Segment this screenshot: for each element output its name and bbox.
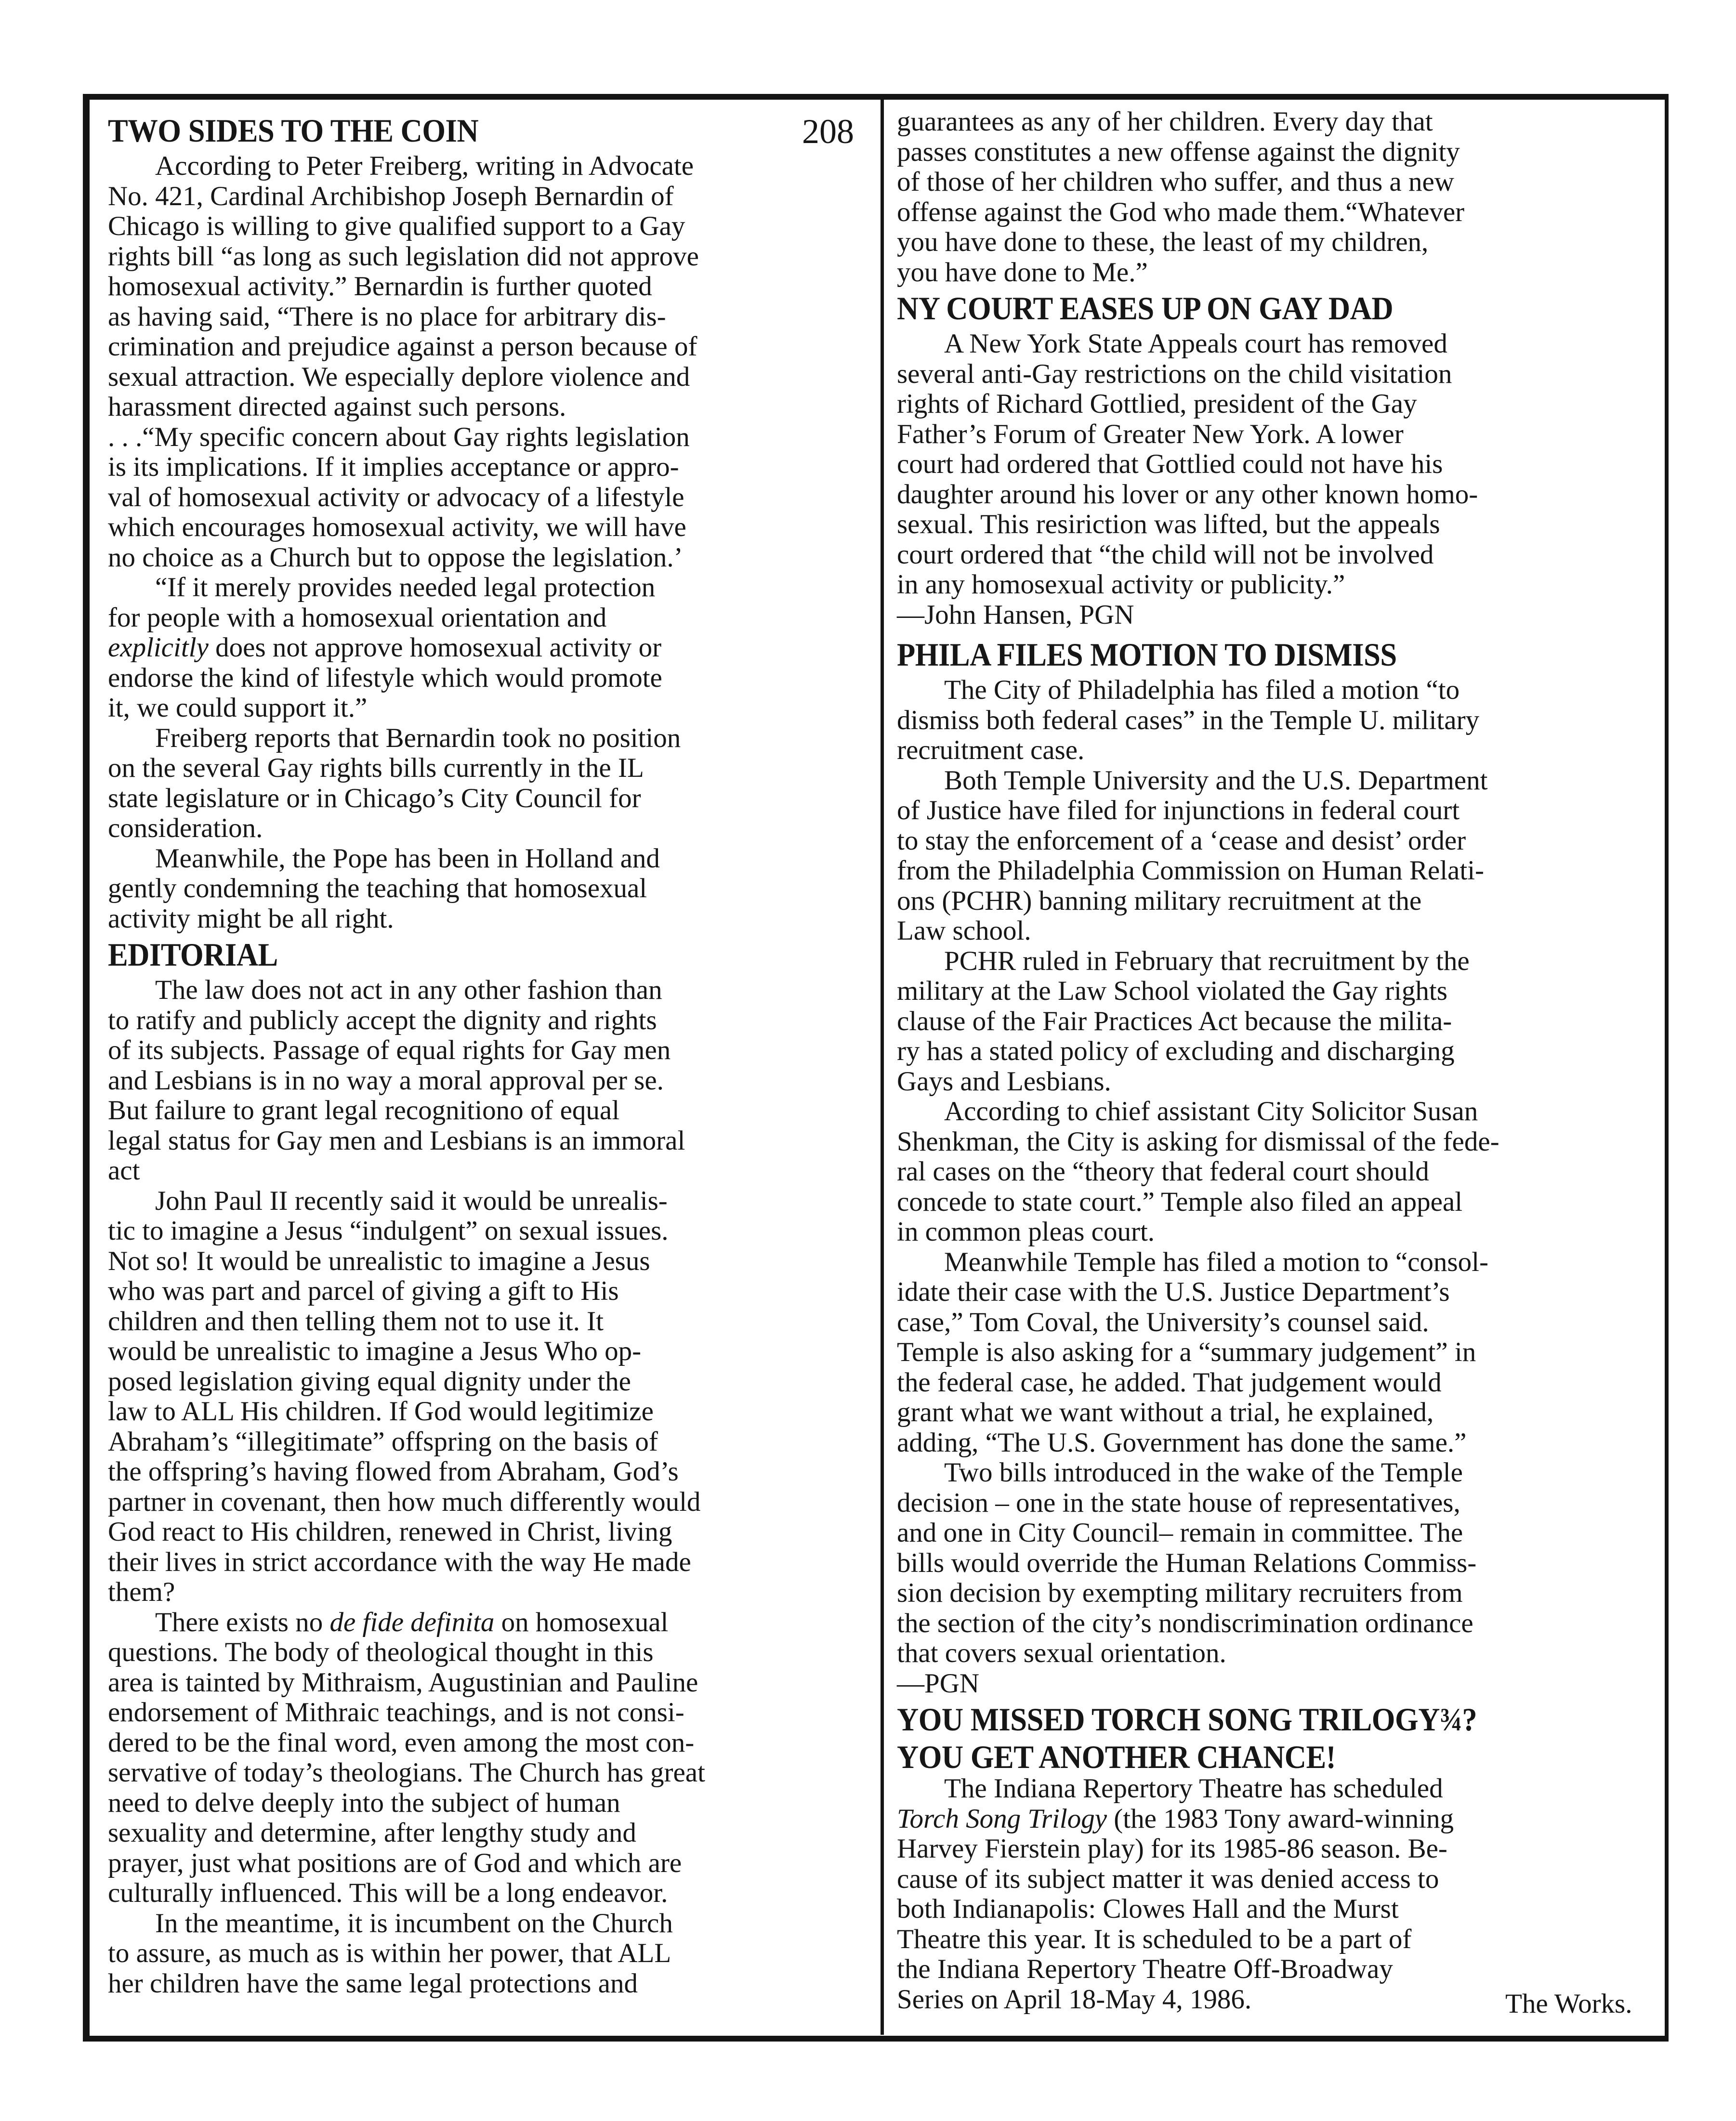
left-column — [108, 110, 869, 1999]
text-span: does not approve homosexual activity or — [208, 632, 662, 663]
text-line: . . .“My specific concern about Gay rights legislation — [108, 421, 690, 452]
text-line: the Indiana Repertory Theatre Off-Broadway — [897, 1954, 1393, 1984]
text-line: offense against the God who made them.“Whatever — [897, 196, 1465, 227]
text-line: —John Hansen, PGN — [897, 599, 1134, 630]
text-line: recruitment case. — [897, 735, 1085, 765]
article-paragraph — [897, 107, 1656, 288]
article-paragraph — [108, 1186, 869, 1608]
text-line: which encourages homosexual activity, we will have — [108, 512, 686, 542]
text-line: in common pleas court. — [897, 1217, 1155, 1247]
text-line: for people with a homosexual orientation and — [108, 602, 607, 633]
article-heading: YOU MISSED TORCH SONG TRILOGY¾? — [897, 1701, 1477, 1738]
text-line: her children have the same legal protections and — [108, 1968, 638, 1999]
article-paragraph — [108, 975, 869, 1186]
text-line: The City of Philadelphia has filed a motion “to — [944, 675, 1460, 705]
article-paragraph — [897, 1458, 1656, 1699]
text-line: val of homosexual activity or advocacy of a lifestyle — [108, 482, 684, 512]
text-line: case,” Tom Coval, the University’s counsel said. — [897, 1307, 1429, 1337]
text-line: harassment directed against such persons. — [108, 392, 566, 422]
text-line: A New York State Appeals court has removed — [944, 328, 1447, 359]
text-line: John Paul II recently said it would be unrealis- — [155, 1185, 668, 1216]
text-line: is its implications. If it implies acceptance or appro- — [108, 452, 679, 482]
text-line: it, we could support it.” — [108, 693, 368, 723]
text-line: gently condemning the teaching that homosexual — [108, 873, 647, 903]
text-line: Theatre this year. It is scheduled to be a part of — [897, 1924, 1412, 1954]
text-line: to assure, as much as is within her power, that ALL — [108, 1938, 671, 1968]
text-line: crimination and prejudice against a person because of — [108, 331, 697, 362]
column-divider — [881, 96, 884, 2035]
article-paragraph — [108, 151, 869, 573]
text-line: of Justice have filed for injunctions in federal court — [897, 795, 1460, 825]
text-line: in any homosexual activity or publicity.” — [897, 569, 1345, 600]
text-line: Gays and Lesbians. — [897, 1066, 1111, 1097]
text-line: Freiberg reports that Bernardin took no position — [155, 722, 681, 753]
text-line: and one in City Council– remain in committee. The — [897, 1518, 1463, 1548]
text-line: sexual. This resiriction was lifted, but the appeals — [897, 509, 1440, 539]
article-heading: PHILA FILES MOTION TO DISMISS — [897, 636, 1397, 673]
italic-text: explicitly — [108, 632, 209, 663]
text-line: Abraham’s “illegitimate” offspring on the basis of — [108, 1426, 658, 1457]
text-line: God react to His children, renewed in Christ, living — [108, 1517, 672, 1547]
text-line: their lives in strict accordance with the way He made — [108, 1546, 691, 1577]
text-line: PCHR ruled in February that recruitment by the — [944, 945, 1470, 976]
text-line: of its subjects. Passage of equal rights for Gay men — [108, 1035, 671, 1065]
text-line: adding, “The U.S. Government has done the same.” — [897, 1427, 1467, 1458]
italic-text: de fide definita — [329, 1607, 495, 1637]
text-line: court had ordered that Gottlied could not have his — [897, 449, 1443, 479]
text-line: —PGN — [897, 1668, 980, 1699]
text-span: on homosexual — [494, 1607, 669, 1637]
article-paragraph — [897, 1097, 1656, 1247]
text-line: homosexual activity.” Bernardin is further quoted — [108, 271, 652, 301]
text-line: But failure to grant legal recognitiono of equal — [108, 1095, 620, 1126]
article-paragraph — [108, 723, 869, 844]
text-line: would be unrealistic to imagine a Jesus Who op- — [108, 1336, 642, 1366]
article-paragraph — [897, 1247, 1656, 1458]
text-line: the offspring’s having flowed from Abraham, God’s — [108, 1456, 679, 1487]
text-line: ral cases on the “theory that federal court should — [897, 1156, 1429, 1187]
text-line: “If it merely provides needed legal protection — [155, 572, 656, 602]
text-line: decision – one in the state house of representatives, — [897, 1487, 1460, 1518]
text-line: No. 421, Cardinal Archibishop Joseph Bernardin of — [108, 181, 674, 211]
article-heading: NY COURT EASES UP ON GAY DAD — [897, 290, 1394, 327]
text-line: you have done to Me.” — [897, 257, 1148, 288]
text-line: need to delve deeply into the subject of human — [108, 1787, 620, 1818]
text-line: endorse the kind of lifestyle which would promote — [108, 662, 662, 693]
text-line: guarantees as any of her children. Every day that — [897, 106, 1433, 137]
text-line: Series on April 18-May 4, 1986. — [897, 1984, 1252, 2015]
text-line: partner in covenant, then how much differently would — [108, 1486, 701, 1517]
text-line: Law school. — [897, 916, 1031, 946]
text-line: According to Peter Freiberg, writing in Advocate — [155, 151, 694, 181]
text-line — [108, 1608, 869, 1638]
text-line: consideration. — [108, 813, 263, 843]
text-line: state legislature or in Chicago’s City Council for — [108, 783, 641, 813]
text-line: clause of the Fair Practices Act because the milita- — [897, 1006, 1452, 1036]
text-line: as having said, “There is no place for arbitrary dis- — [108, 301, 666, 332]
text-line: Temple is also asking for a “summary judgement” in — [897, 1337, 1476, 1367]
text-line: both Indianapolis: Clowes Hall and the Murst — [897, 1894, 1399, 1924]
text-line: that covers sexual orientation. — [897, 1638, 1226, 1668]
text-line: you have done to these, the least of my children, — [897, 227, 1429, 257]
article-heading: TWO SIDES TO THE COIN — [108, 112, 479, 149]
text-line: from the Philadelphia Commission on Human Relati- — [897, 855, 1485, 886]
text-line: the federal case, he added. That judgement would — [897, 1367, 1442, 1398]
text-line: no choice as a Church but to oppose the legislation.’ — [108, 542, 683, 573]
text-line: to stay the enforcement of a ‘cease and desist’ order — [897, 825, 1466, 856]
text-line: legal status for Gay men and Lesbians is an immoral — [108, 1125, 685, 1156]
text-line: In the meantime, it is incumbent on the Church — [155, 1908, 673, 1938]
text-line: and Lesbians is in no way a moral approval per se. — [108, 1065, 664, 1096]
text-span: (the 1983 Tony award-winning — [1107, 1803, 1454, 1834]
text-line: sion decision by exempting military recruiters from — [897, 1578, 1463, 1608]
text-line: daughter around his lover or any other known homo- — [897, 479, 1478, 510]
text-line: children and then telling them not to use it. It — [108, 1306, 604, 1336]
article-paragraph — [108, 573, 869, 723]
right-column — [897, 107, 1656, 2015]
text-line: endorsement of Mithraic teachings, and is not consi- — [108, 1697, 684, 1728]
text-line: According to chief assistant City Solicitor Susan — [944, 1096, 1478, 1126]
text-line: Two bills introduced in the wake of the Temple — [944, 1457, 1463, 1488]
text-line: Shenkman, the City is asking for dismissal of the fede- — [897, 1126, 1499, 1157]
text-line: Father’s Forum of Greater New York. A lower — [897, 419, 1404, 449]
text-line: sexuality and determine, after lengthy study and — [108, 1818, 636, 1848]
text-line: prayer, just what positions are of God and which are — [108, 1847, 682, 1878]
text-line: culturally influenced. This will be a long endeavor. — [108, 1878, 668, 1908]
text-line: Harvey Fierstein play) for its 1985-86 season. Be- — [897, 1833, 1447, 1864]
text-line: the section of the city’s nondiscrimination ordinance — [897, 1608, 1473, 1638]
text-line: The Indiana Repertory Theatre has scheduled — [944, 1773, 1443, 1804]
article-paragraph — [897, 946, 1656, 1097]
page-number: 208 — [802, 112, 854, 151]
text-line: concede to state court.” Temple also filed an appeal — [897, 1186, 1463, 1217]
text-line — [108, 633, 869, 663]
source-credit: The Works. — [1505, 1989, 1632, 2019]
text-line: posed legislation giving equal dignity under the — [108, 1366, 631, 1397]
text-line: servative of today’s theologians. The Church has great — [108, 1757, 705, 1788]
text-line — [897, 1804, 1656, 1834]
text-line: dismiss both federal cases” in the Temple U. military — [897, 705, 1480, 735]
article-paragraph — [897, 1774, 1656, 2015]
text-line: questions. The body of theological thought in this — [108, 1637, 654, 1667]
article-paragraph — [897, 329, 1656, 630]
text-line: rights bill “as long as such legislation did not approve — [108, 241, 699, 272]
article-heading: EDITORIAL — [108, 936, 278, 973]
text-line: them? — [108, 1577, 175, 1607]
article-paragraph — [108, 844, 869, 934]
text-line: Meanwhile Temple has filed a motion to “consol- — [944, 1246, 1488, 1277]
text-line: Meanwhile, the Pope has been in Holland and — [155, 843, 660, 874]
text-line: Not so! It would be unrealistic to imagine a Jesus — [108, 1245, 650, 1276]
text-line: tic to imagine a Jesus “indulgent” on sexual issues. — [108, 1216, 669, 1246]
article-paragraph — [897, 766, 1656, 946]
text-line: passes constitutes a new offense against the dignity — [897, 136, 1460, 167]
text-line: court ordered that “the child will not be involved — [897, 539, 1434, 570]
text-line: dered to be the final word, even among the most con- — [108, 1727, 695, 1758]
text-line: grant what we want without a trial, he explained, — [897, 1397, 1434, 1427]
text-line: military at the Law School violated the Gay rights — [897, 976, 1447, 1006]
article-paragraph — [897, 675, 1656, 766]
text-line: activity might be all right. — [108, 903, 394, 934]
italic-text: Torch Song Trilogy — [897, 1803, 1107, 1834]
text-line: Chicago is willing to give qualified support to a Gay — [108, 211, 685, 241]
article-paragraph — [108, 1909, 869, 1999]
text-line: act — [108, 1155, 140, 1186]
text-span: There exists no — [155, 1607, 330, 1637]
text-line: law to ALL His children. If God would legitimize — [108, 1396, 654, 1427]
text-line: ons (PCHR) banning military recruitment at the — [897, 885, 1422, 916]
text-line: to ratify and publicly accept the dignity and rights — [108, 1005, 657, 1035]
text-line: idate their case with the U.S. Justice Department’s — [897, 1277, 1450, 1307]
text-line: Both Temple University and the U.S. Department — [944, 765, 1488, 796]
text-line: cause of its subject matter it was denied access to — [897, 1863, 1439, 1894]
text-line: of those of her children who suffer, and thus a new — [897, 167, 1454, 197]
text-line: on the several Gay rights bills currently in the IL — [108, 753, 644, 783]
text-line: sexual attraction. We especially deplore violence and — [108, 361, 690, 392]
text-line: who was part and parcel of giving a gift to His — [108, 1276, 619, 1306]
article-heading: YOU GET ANOTHER CHANCE! — [897, 1739, 1336, 1775]
text-line: rights of Richard Gottlied, president of the Gay — [897, 389, 1417, 419]
text-line: several anti-Gay restrictions on the child visitation — [897, 358, 1452, 389]
text-line: area is tainted by Mithraism, Augustinian and Pauline — [108, 1667, 698, 1698]
article-paragraph — [108, 1608, 869, 1909]
text-line: The law does not act in any other fashion than — [155, 975, 662, 1005]
text-line: ry has a stated policy of excluding and discharging — [897, 1036, 1455, 1066]
text-line: bills would override the Human Relations Commiss- — [897, 1547, 1477, 1578]
